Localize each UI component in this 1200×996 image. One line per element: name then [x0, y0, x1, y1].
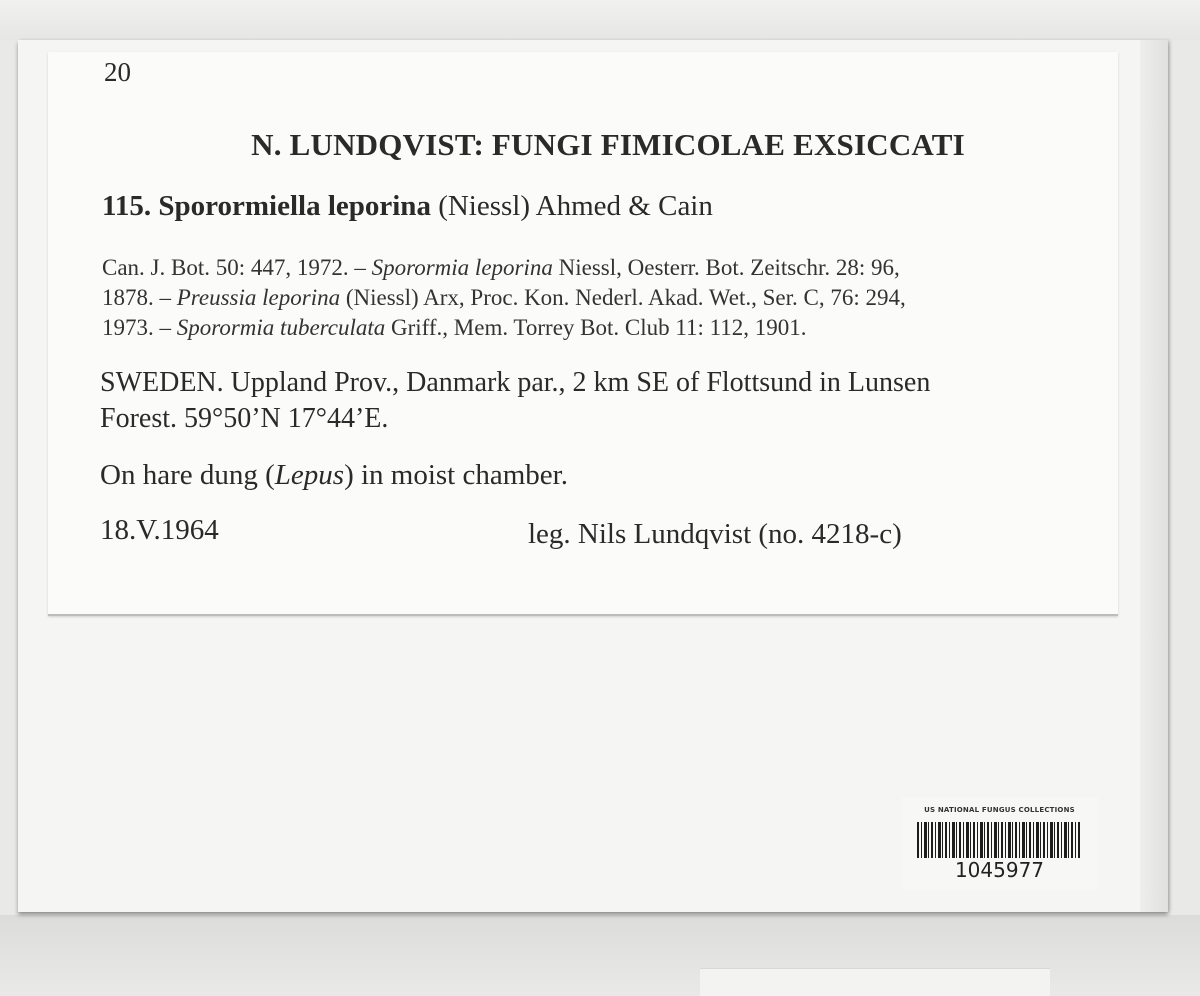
habitat-line: [100, 459, 568, 492]
synonymy-line-2: [102, 285, 906, 311]
barcode-number: 1045977: [954, 858, 1045, 882]
taxon-line: [102, 190, 713, 223]
barcode-header: US NATIONAL FUNGUS COLLECTIONS: [924, 806, 1075, 814]
barcode-bars: [917, 822, 1080, 858]
synonymy-text: Niessl, Oesterr. Bot. Zeitschr. 28: 96,: [552, 255, 900, 280]
synonymy-text: Can. J. Bot. 50: 447, 1972. –: [102, 255, 372, 280]
synonymy-line-3: [102, 315, 807, 341]
series-title: N. LUNDQVIST: FUNGI FIMICOLAE EXSICCATI: [251, 127, 965, 162]
locality-line-2: Forest. 59°50’N 17°44’E.: [100, 403, 389, 434]
locality-line-1: SWEDEN. Uppland Prov., Danmark par., 2 km SE of Flottsund in Lunsen: [100, 367, 931, 398]
background-top: [0, 0, 1200, 40]
habitat-text: On hare dung (: [100, 459, 275, 491]
habitat-text: ) in moist chamber.: [344, 459, 568, 491]
page-number: 20: [104, 57, 131, 87]
packet-edge: [1140, 40, 1168, 912]
collector: leg. Nils Lundqvist (no. 4218-c): [528, 518, 902, 550]
next-sheet-edge: [700, 968, 1050, 996]
synonymy-text: 1878. –: [102, 285, 177, 310]
synonym-name: Sporormia tuberculata: [176, 315, 386, 340]
host-genus: Lepus: [274, 459, 345, 491]
synonymy-text: 1973. –: [102, 315, 177, 340]
synonymy-text: (Niessl) Arx, Proc. Kon. Nederl. Akad. Wet., Ser. C, 76: 294,: [340, 285, 906, 310]
taxon-name: 115. Sporormiella leporina: [102, 190, 431, 222]
synonymy-text: Griff., Mem. Torrey Bot. Club 11: 112, 1901.: [385, 315, 807, 340]
taxon-authority: (Niessl) Ahmed & Cain: [438, 190, 713, 222]
collection-date: 18.V.1964: [100, 514, 219, 546]
synonym-name: Sporormia leporina: [371, 255, 553, 280]
synonym-name: Preussia leporina: [176, 285, 341, 310]
synonymy-line-1: [102, 255, 900, 281]
